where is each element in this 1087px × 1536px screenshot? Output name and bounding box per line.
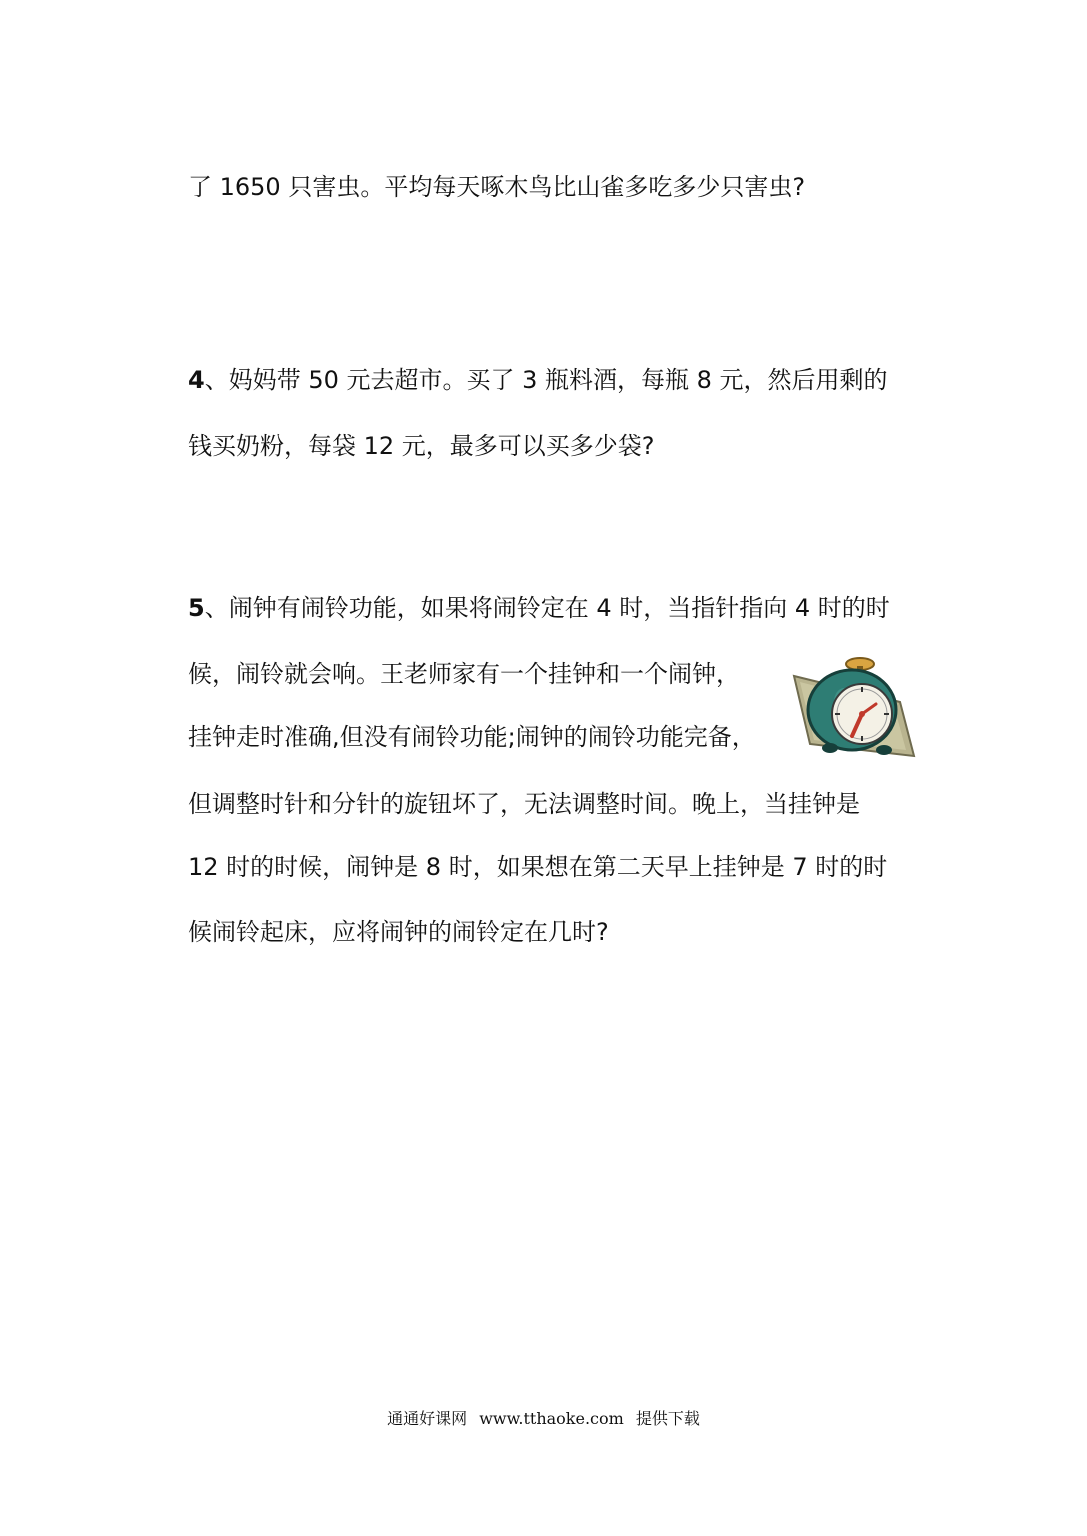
problem-5-line-6: 候闹铃起床，应将闹钟的闹铃定在几时? [188,918,609,946]
problem-5-line-3: 挂钟走时准确,但没有闹铃功能;闹钟的闹铃功能完备， [188,723,756,751]
problem-5-line-5: 12 时的时候，闹钟是 8 时，如果想在第二天早上挂钟是 7 时的时 [188,853,888,881]
problem-4-separator: 、 [204,366,229,394]
problem-5-separator: 、 [204,594,229,622]
problem-3-tail: 了 1650 只害虫。平均每天啄木鸟比山雀多吃多少只害虫? [188,173,806,201]
footer-site-name: 通通好课网 [387,1409,468,1428]
problem-4-number: 4 [188,366,205,394]
problem-4-line-2: 钱买奶粉，每袋 12 元，最多可以买多少袋? [188,432,655,460]
footer-url[interactable]: www.tthaoke.com [479,1409,624,1428]
alarm-clock-icon [788,652,918,770]
problem-5-line-4: 但调整时针和分针的旋钮坏了，无法调整时间。晚上，当挂钟是 [188,790,860,818]
footer [0,1407,1087,1431]
footer-suffix: 提供下载 [635,1409,700,1428]
problem-5-number: 5 [188,594,205,622]
problem-4-text-1: 妈妈带 50 元去超市。买了 3 瓶料酒，每瓶 8 元，然后用剩的 [228,366,888,394]
problem-5-line-1 [188,591,890,625]
problem-5-line-2: 候，闹铃就会响。王老师家有一个挂钟和一个闹钟， [188,660,740,688]
problem-5-text-1: 闹钟有闹铃功能，如果将闹铃定在 4 时，当指针指向 4 时的时 [228,594,890,622]
problem-4-line-1 [188,363,888,397]
